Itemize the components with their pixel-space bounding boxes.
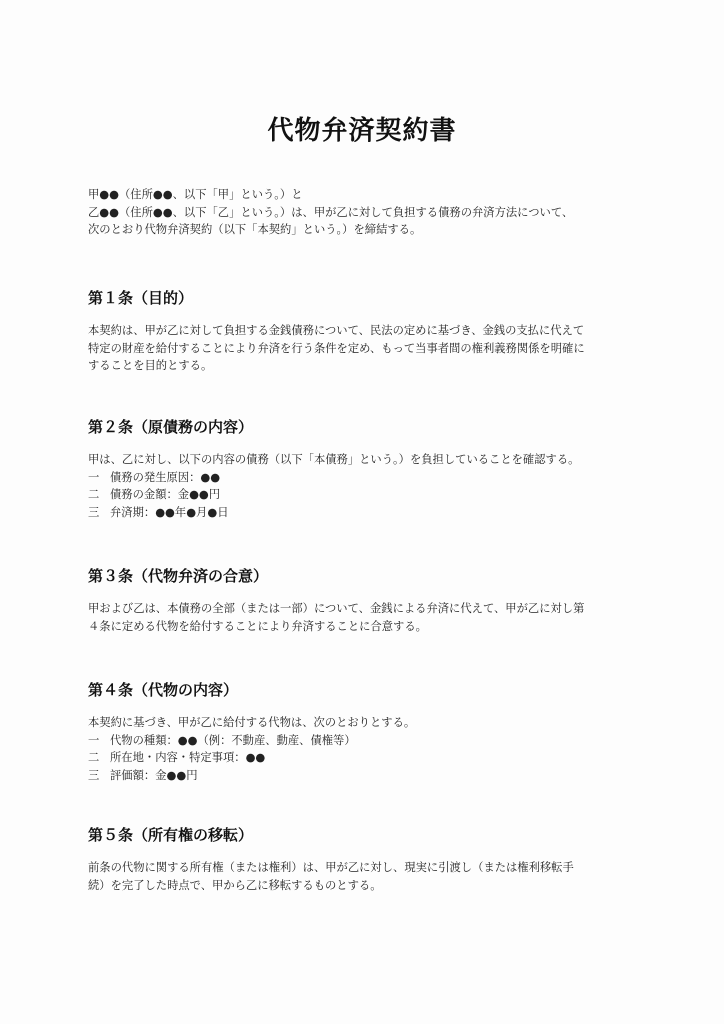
article-heading: 第１条（目的） <box>88 289 194 307</box>
preamble-line: 甲●●（住所●●、以下「甲」という。）と <box>88 188 303 201</box>
article-2 <box>88 417 648 521</box>
article-heading: 第３条（代物弁済の合意） <box>88 567 269 585</box>
list-item <box>88 486 648 504</box>
article-line: 甲および乙は、本債務の全部（または一部）について、金銭による弁済に代えて、甲が乙に対し第 <box>88 602 585 615</box>
list-item-number: 二 <box>88 751 100 764</box>
list-item <box>88 469 648 487</box>
article-line: 特定の財産を給付することにより弁済を行う条件を定め、もって当事者間の権利義務関係を明確に <box>88 341 585 355</box>
article-line: ４条に定める代物を給付することにより弁済することに合意する。 <box>88 619 427 633</box>
list-item <box>88 767 648 785</box>
article-line: 前条の代物に関する所有権（または権利）は、甲が乙に対し、現実に引渡し（または権利移転手 <box>88 861 574 874</box>
article-heading: 第４条（代物の内容） <box>88 681 239 699</box>
article-line: 甲は、乙に対し、以下の内容の債務（以下「本債務」という。）を負担していることを確認する。 <box>88 453 580 466</box>
article-line: することを目的とする。 <box>88 359 213 372</box>
list-item-number: 三 <box>88 768 100 782</box>
list-item-text: 代物の種類：●●（例：不動産、動産、債権等） <box>110 733 356 747</box>
list-item-number: 三 <box>88 505 100 519</box>
list-item-text: 債務の金額：金●●円 <box>110 488 221 501</box>
article-line: 本契約に基づき、甲が乙に給付する代物は、次のとおりとする。 <box>88 716 416 729</box>
article-1 <box>88 288 648 375</box>
document-title: 代物弁済契約書 <box>267 116 457 146</box>
article-4 <box>88 680 648 784</box>
list-item-number: 二 <box>88 488 100 501</box>
article-line: 本契約は、甲が乙に対して負担する金銭債務について、民法の定めに基づき、金銭の支払に代えて <box>88 324 585 337</box>
preamble-line: 乙●●（住所●●、以下「乙」という。）は、甲が乙に対して負担する債務の弁済方法について、 <box>88 205 574 219</box>
article-line: 続）を完了した時点で、甲から乙に移転するものとする。 <box>88 878 382 892</box>
preamble <box>88 186 648 239</box>
list-item <box>88 749 648 767</box>
list-item-number: 一 <box>88 470 100 484</box>
list-item-number: 一 <box>88 733 100 747</box>
article-3 <box>88 566 648 635</box>
list-item-text: 所在地・内容・特定事項：●● <box>110 751 266 764</box>
list-item-text: 弁済期：●●年●月●日 <box>110 505 229 519</box>
list-item <box>88 504 648 522</box>
list-item <box>88 732 648 750</box>
article-5 <box>88 825 648 894</box>
list-item-text: 債務の発生原因：●● <box>110 470 221 484</box>
article-heading: 第２条（原債務の内容） <box>88 418 254 436</box>
list-item-text: 評価額：金●●円 <box>110 768 198 782</box>
article-heading: 第５条（所有権の移転） <box>88 826 254 844</box>
preamble-line: 次のとおり代物弁済契約（以下「本契約」という。）を締結する。 <box>88 223 422 236</box>
